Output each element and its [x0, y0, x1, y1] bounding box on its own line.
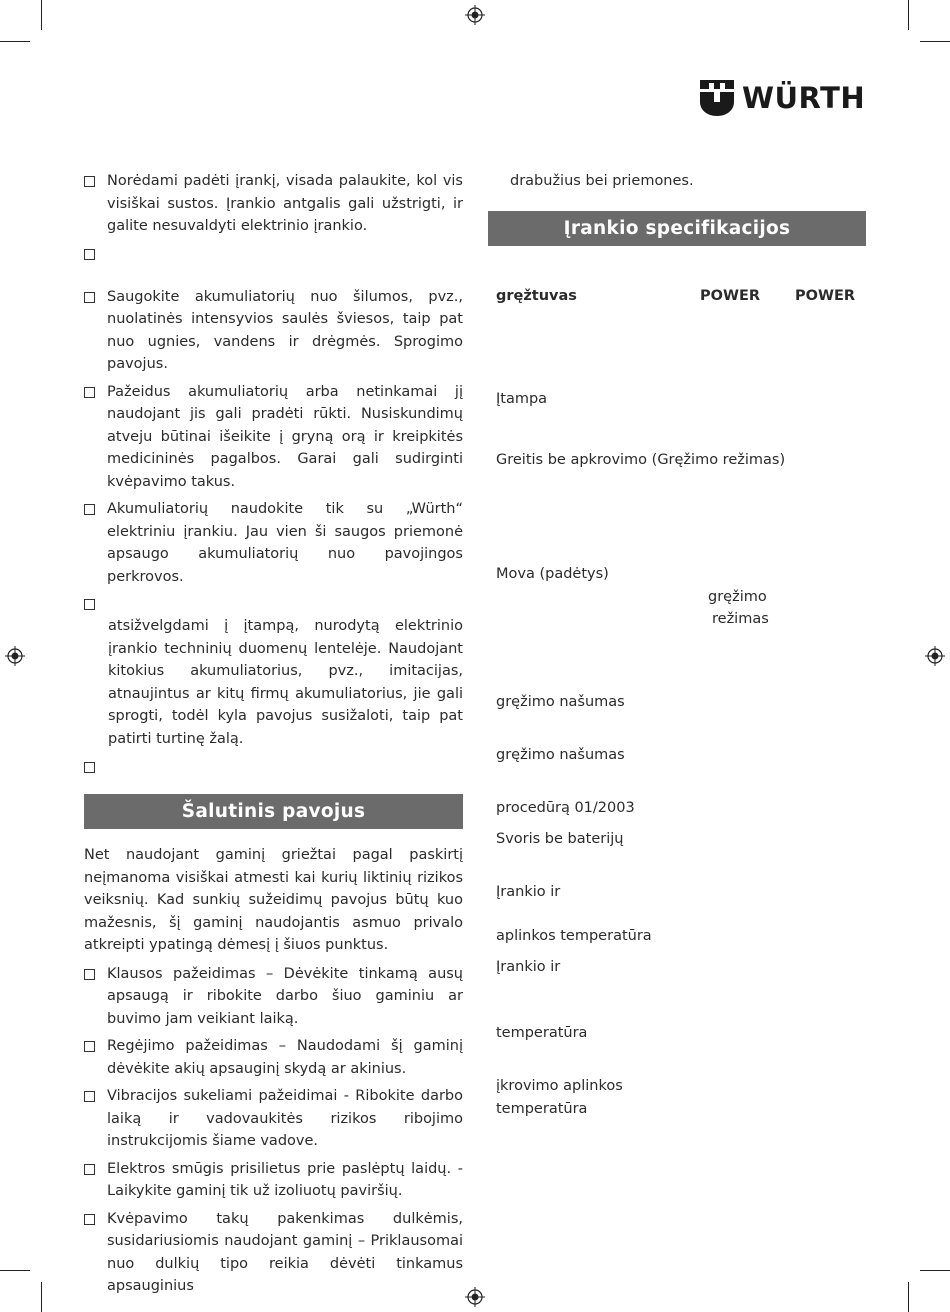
- section-title-specifications: Įrankio specifikacijos: [488, 211, 866, 246]
- list-item: Pažeidus akumuliatorių arba netinkamai jį naudojant jis gali pradėti rūkti. Nusiskundimų atveju būtinai išeikite į gryną orą ir kreipkitės medicininės pagalbos. Garai gali sudirginti kvėpavimo takus.: [84, 381, 463, 494]
- crop-mark: [908, 0, 909, 30]
- left-column: [84, 170, 463, 1303]
- spec-header-col1: POWER: [700, 288, 761, 304]
- checkbox-bullet-icon: [84, 1091, 95, 1102]
- list-item: [84, 593, 463, 615]
- checkbox-bullet-icon: [84, 1214, 95, 1225]
- checkbox-bullet-icon: [84, 504, 95, 515]
- checkbox-bullet-icon: [84, 1041, 95, 1052]
- spec-row-procedure: procedūrą 01/2003: [496, 800, 635, 816]
- list-item: Regėjimo pažeidimas – Naudodami šį gaminį dėvėkite akių apsauginį skydą ar akinius.: [84, 1035, 463, 1080]
- brand-name: WÜRTH: [742, 81, 866, 115]
- crop-mark: [908, 1282, 909, 1312]
- crop-mark: [41, 0, 42, 30]
- list-item: Saugokite akumuliatorių nuo šilumos, pvz., nuolatinės intensyvios saulės šviesos, taip pat nuo ugnies, vandens ir drėgmės. Sprogimo pavojus.: [84, 286, 463, 376]
- list-item: Elektros smūgis prisilietus prie paslėptų laidų. - Laikykite gaminį tik už izoliuotų paviršių.: [84, 1158, 463, 1203]
- continuation-text: atsižvelgdami į įtampą, nurodytą elektrinio įrankio techninių duomenų lentelėje. Naudojant kitokius akumuliatorius, pvz., imitacijas, atnaujintus ar kitų firmų akumuliatorius, jie gali sprogti, todėl kyla pavojus susižaloti, taip pat patirti turtinę žalą.: [108, 618, 463, 747]
- spec-row-capacity: gręžimo našumas: [496, 694, 625, 710]
- spec-row-gear: Mova (padėtys): [496, 566, 609, 582]
- spec-header-col2: POWER: [795, 288, 856, 304]
- registration-mark-icon: [925, 646, 945, 666]
- spec-row-temperature: temperatūra: [496, 1025, 588, 1041]
- checkbox-bullet-icon: [84, 969, 95, 980]
- checkbox-bullet-icon: [84, 249, 95, 260]
- checkbox-bullet-icon: [84, 762, 95, 773]
- list-item: [84, 243, 463, 265]
- spec-row-tool-and: Įrankio ir: [496, 959, 561, 975]
- residual-risk-intro: Net naudojant gaminį griežtai pagal paskirtį neįmanoma visiškai atmesti kai kurių liktinių rizikos veiksnių. Kad sunkių sužeidimų pavojus būtų kuo mažesnis, šį gaminį naudojantis asmuo privalo atkreipti ypatingą dėmesį į šiuos punktus.: [84, 847, 463, 953]
- spec-row-weight: Svoris be baterijų: [496, 831, 624, 847]
- registration-mark-icon: [465, 1287, 485, 1307]
- spec-gear-mode-line2: režimas: [712, 611, 769, 627]
- list-item: [84, 756, 463, 778]
- spec-row-tool-and: Įrankio ir: [496, 884, 561, 900]
- spec-row-voltage: Įtampa: [496, 391, 548, 407]
- registration-mark-icon: [465, 5, 485, 25]
- registration-mark-icon: [5, 646, 25, 666]
- checkbox-bullet-icon: [84, 599, 95, 610]
- spec-row-ambient-temp: aplinkos temperatūra: [496, 928, 652, 944]
- spec-row-charge-temp: temperatūra: [496, 1101, 588, 1117]
- spec-header-label: gręžtuvas: [496, 288, 577, 304]
- list-item: Vibracijos sukeliami pažeidimai - Ribokite darbo laiką ir vadovaukitės rizikos ribojimo instrukcijomis šiame vadove.: [84, 1085, 463, 1153]
- list-item: Akumuliatorių naudokite tik su „Würth“ elektriniu įrankiu. Jau vien ši saugos priemonė apsaugo akumuliatorių nuo pavojingos perkrovos.: [84, 498, 463, 588]
- crop-mark: [41, 1282, 42, 1312]
- continuation-text: drabužius bei priemones.: [510, 173, 694, 189]
- list-item: Kvėpavimo takų pakenkimas dulkėmis, susidariusiomis naudojant gaminį – Priklausomai nuo dulkių tipo reikia dėvėti tinkamus apsauginius: [84, 1208, 463, 1298]
- wurth-logo-icon: [700, 80, 734, 116]
- checkbox-bullet-icon: [84, 1164, 95, 1175]
- section-title-residual-risk: Šalutinis pavojus: [84, 794, 463, 829]
- checkbox-bullet-icon: [84, 387, 95, 398]
- crop-mark: [0, 41, 30, 42]
- spec-gear-mode-line1: gręžimo: [708, 589, 767, 605]
- crop-mark: [920, 1270, 950, 1271]
- list-item: Norėdami padėti įrankį, visada palaukite, kol vis visiškai sustos. Įrankio antgalis gali užstrigti, ir galite nesuvaldyti elektrinio įrankio.: [84, 170, 463, 238]
- spec-row-speed: Greitis be apkrovimo (Gręžimo režimas): [496, 452, 786, 468]
- checkbox-bullet-icon: [84, 292, 95, 303]
- crop-mark: [920, 41, 950, 42]
- spec-row-charge-ambient: įkrovimo aplinkos: [496, 1078, 623, 1094]
- crop-mark: [0, 1270, 30, 1271]
- brand-logo: [700, 80, 865, 116]
- spec-row-capacity: gręžimo našumas: [496, 747, 625, 763]
- list-item: Klausos pažeidimas – Dėvėkite tinkamą ausų apsaugą ir ribokite darbo šiuo gaminiu ar buvimo jam veikiant laiką.: [84, 963, 463, 1031]
- checkbox-bullet-icon: [84, 176, 95, 187]
